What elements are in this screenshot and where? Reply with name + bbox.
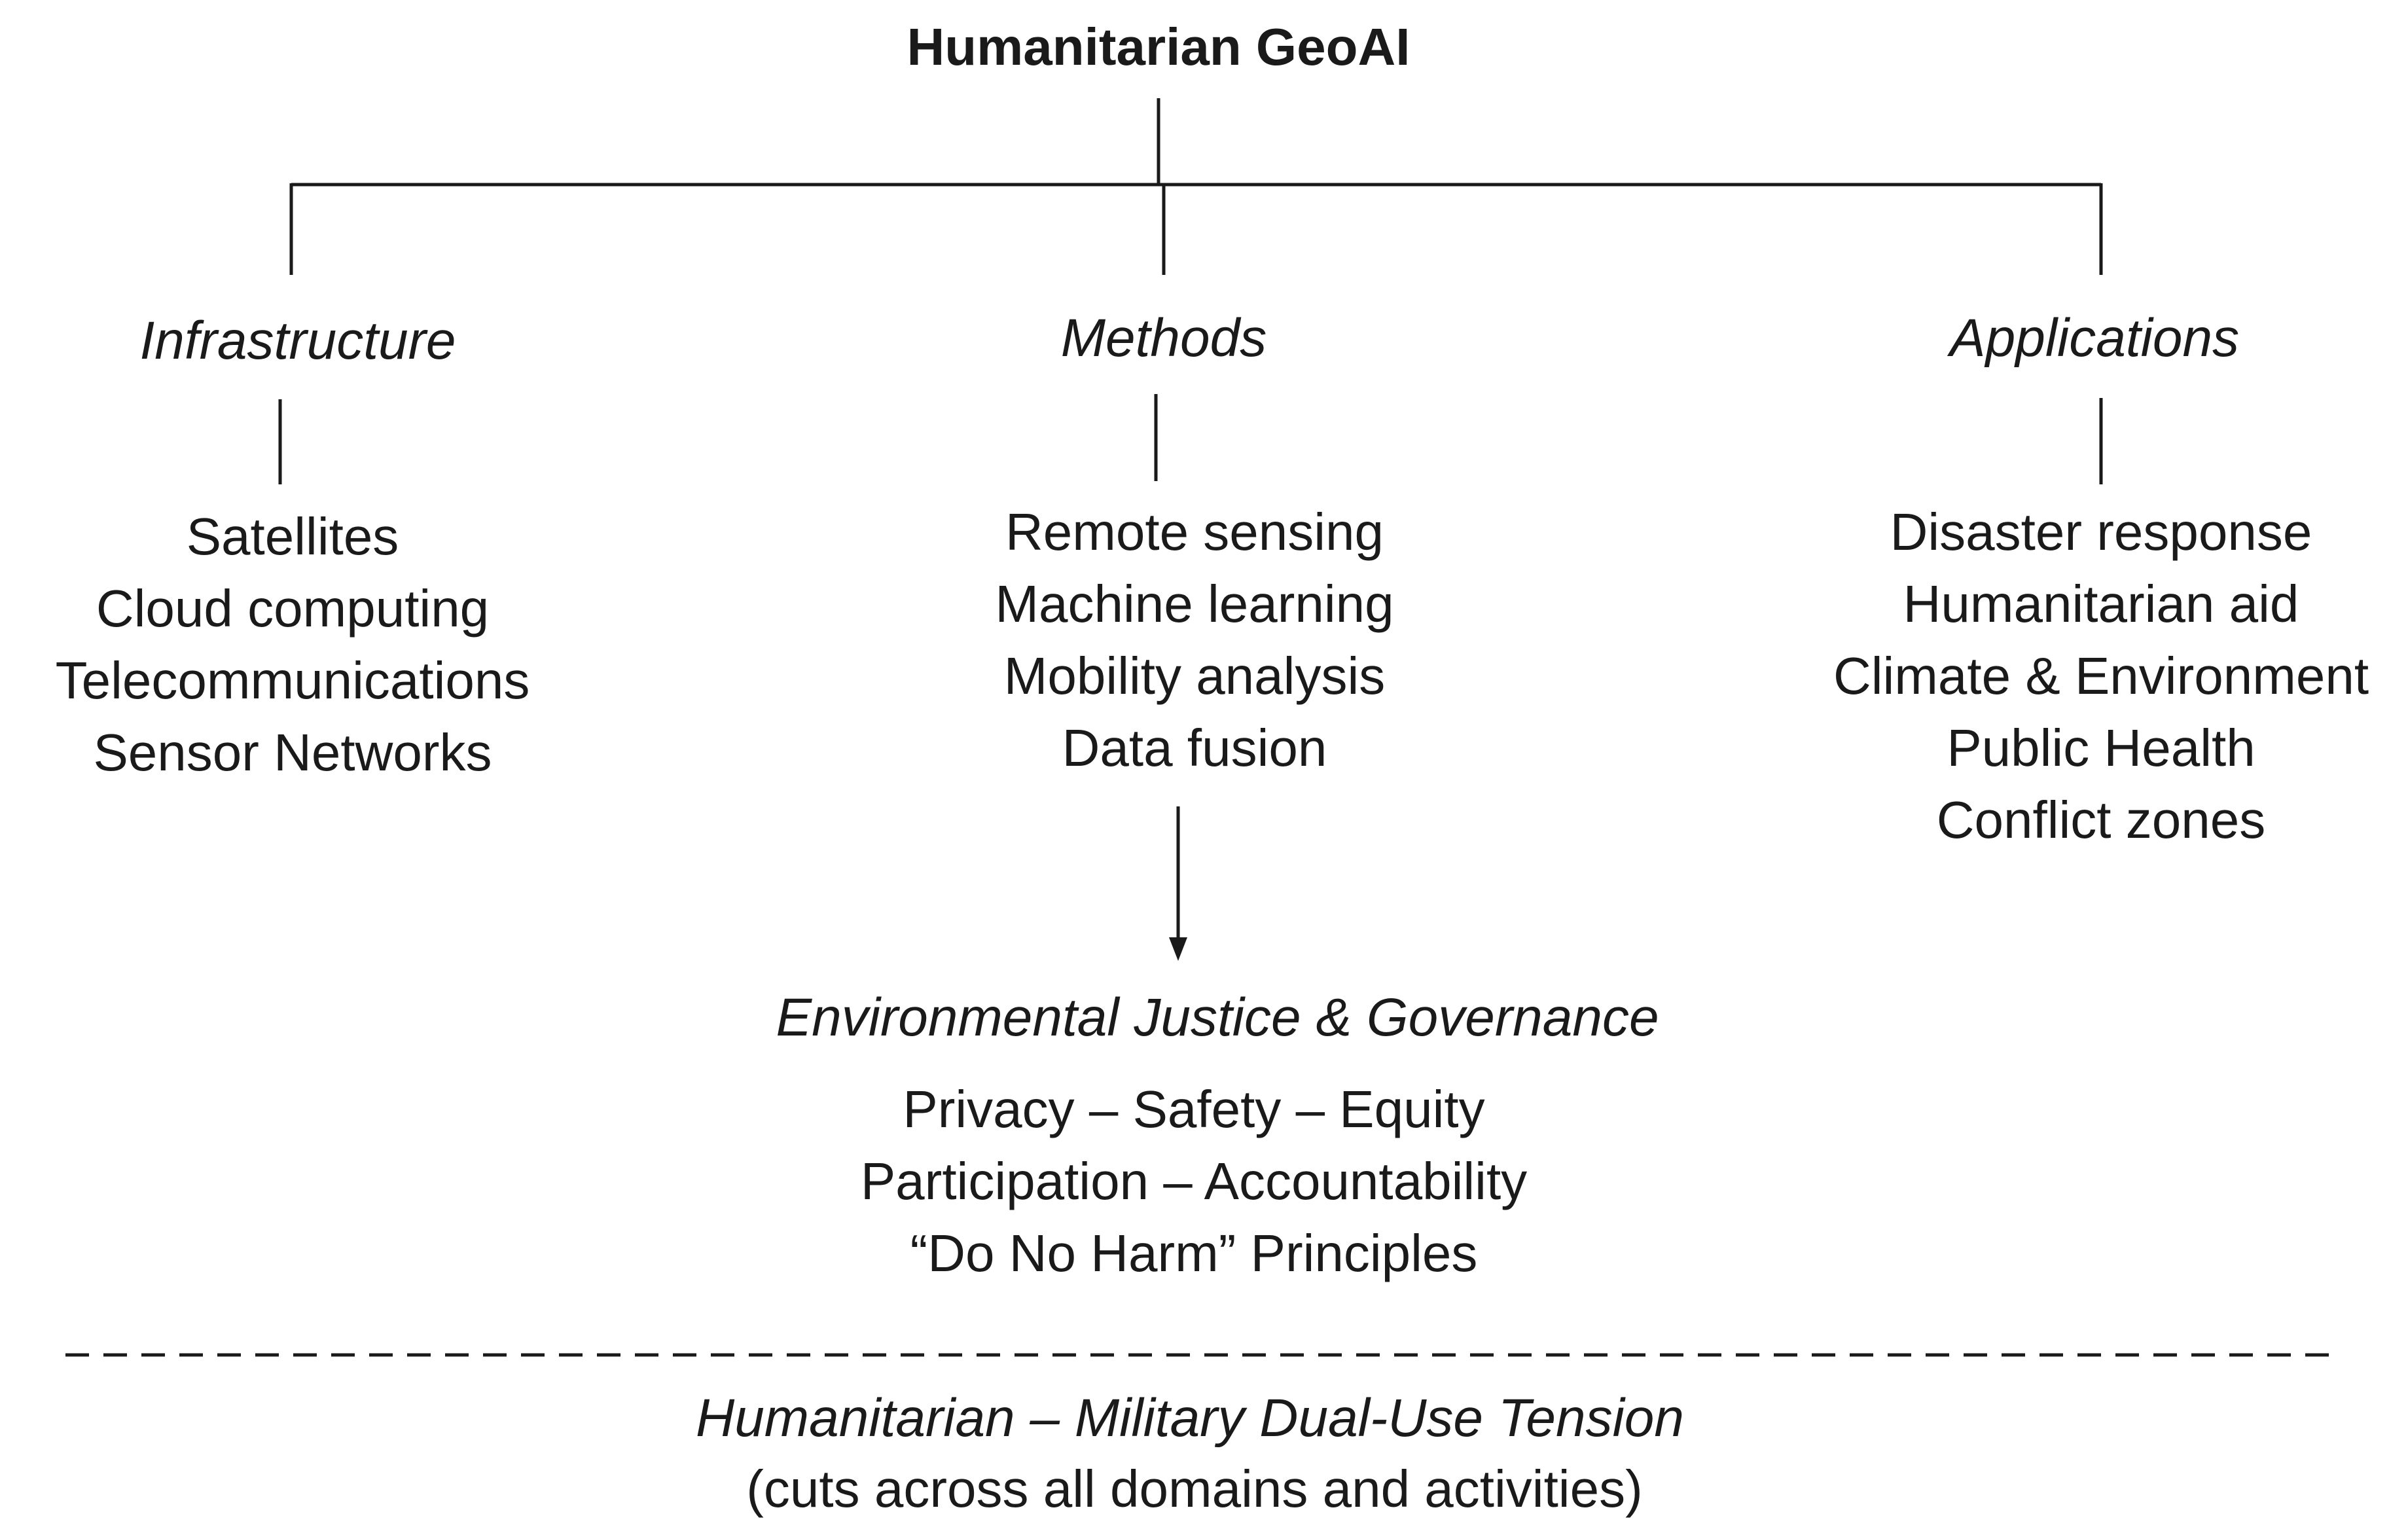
list-item: Telecommunications — [55, 651, 530, 710]
methods-heading: Methods — [1060, 308, 1267, 368]
list-item: Humanitarian aid — [1903, 575, 2299, 633]
list-item: Privacy – Safety – Equity — [903, 1080, 1485, 1138]
governance-heading: Environmental Justice & Governance — [776, 988, 1659, 1047]
list-item: Remote sensing — [1005, 503, 1384, 561]
list-item: Data fusion — [1062, 719, 1327, 777]
list-item: Participation – Accountability — [860, 1152, 1528, 1210]
list-item: Public Health — [1947, 719, 2255, 777]
arrowhead-icon — [1169, 937, 1187, 961]
list-item: Climate & Environment — [1833, 647, 2369, 705]
governance-list — [861, 1073, 1527, 1289]
tension-note: (cuts across all domains and activities) — [746, 1460, 1643, 1518]
list-item: Cloud computing — [96, 579, 490, 638]
infrastructure-list — [56, 501, 530, 789]
tension-heading: Humanitarian – Military Dual-Use Tension — [695, 1388, 1685, 1448]
methods-list — [995, 496, 1393, 784]
list-item: Sensor Networks — [93, 723, 492, 782]
infrastructure-heading: Infrastructure — [139, 311, 456, 370]
list-item: “Do No Harm” Principles — [910, 1224, 1478, 1282]
list-item: Disaster response — [1890, 503, 2312, 561]
list-item: Mobility analysis — [1003, 647, 1386, 705]
applications-heading: Applications — [1949, 308, 2240, 368]
applications-list — [1833, 496, 2369, 856]
list-item: Machine learning — [995, 575, 1394, 633]
list-item: Satellites — [186, 507, 399, 566]
list-item: Conflict zones — [1936, 791, 2266, 849]
diagram-title: Humanitarian GeoAI — [907, 18, 1411, 76]
